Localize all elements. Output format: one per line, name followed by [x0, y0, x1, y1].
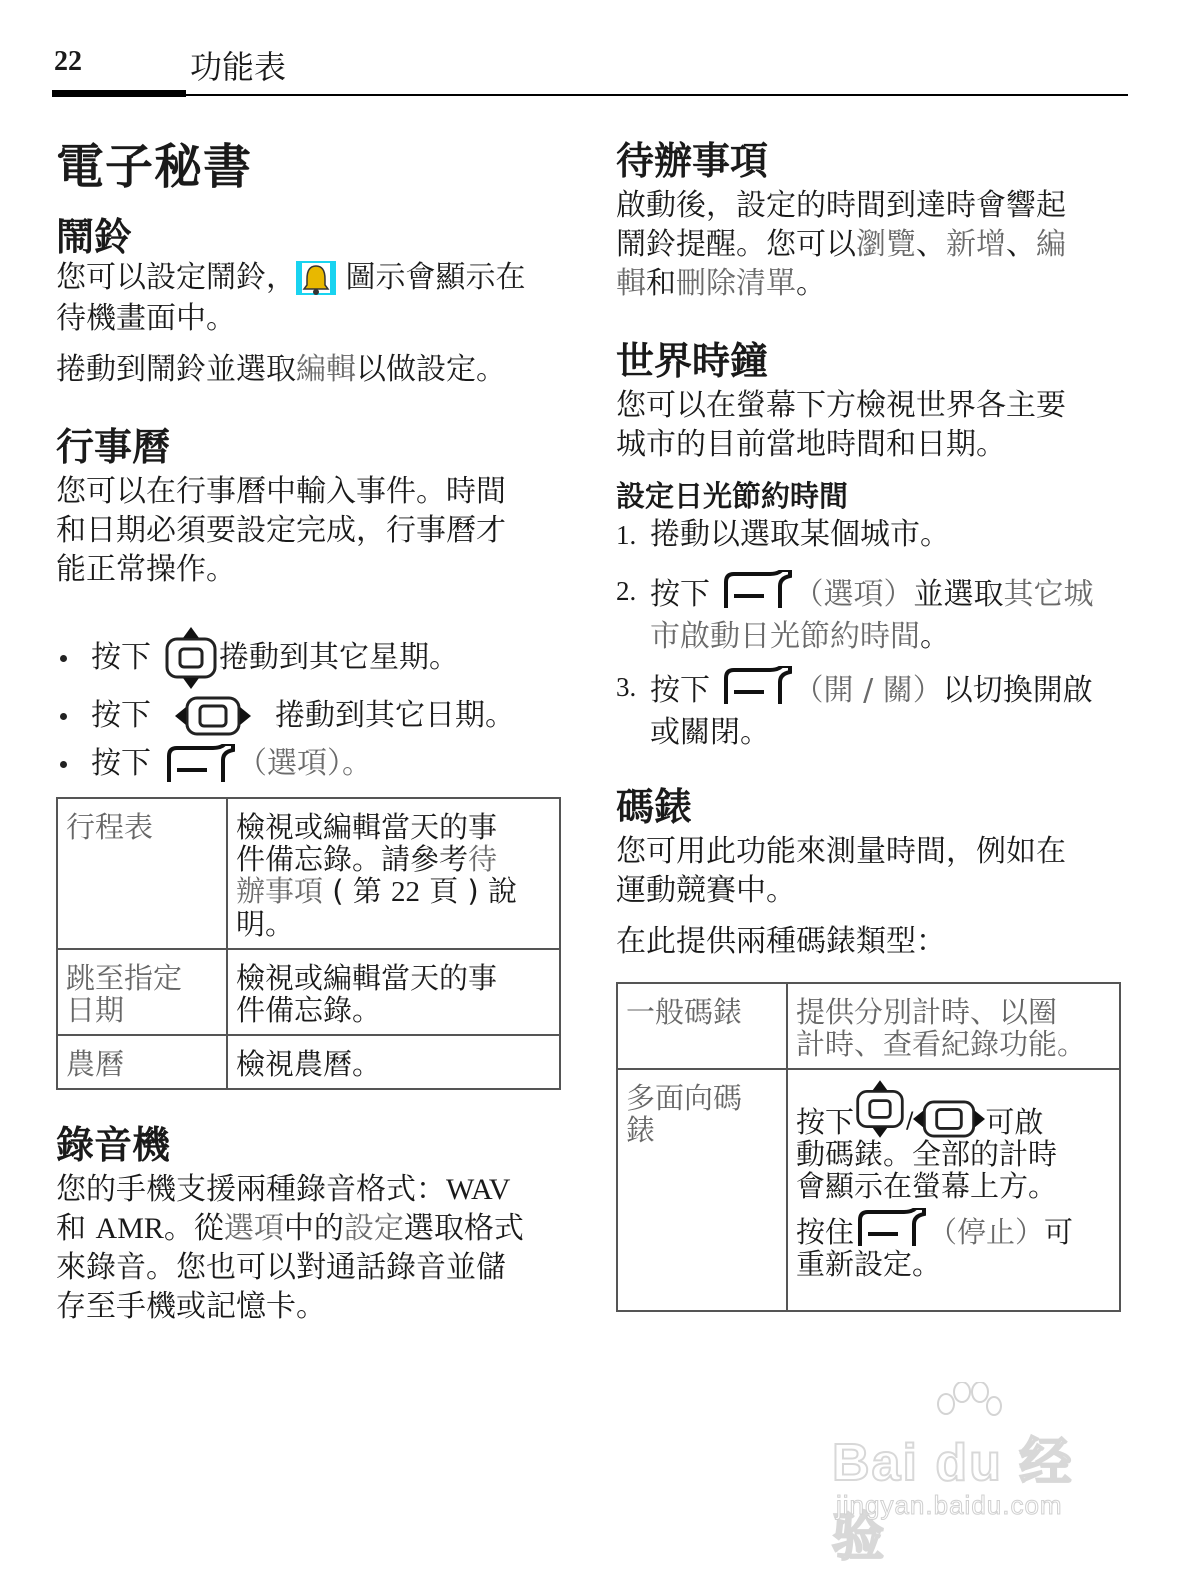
- todo-sep: 、: [1006, 227, 1036, 262]
- type-normal: [617, 983, 787, 1069]
- stop-link-text: （停止）: [928, 1215, 1045, 1249]
- table-row: [617, 1069, 1120, 1311]
- options-link-text: （選項）: [793, 577, 914, 612]
- alarm-text-b: 圖示會顯示在: [336, 260, 526, 295]
- add-link-text: 新增: [946, 227, 1006, 262]
- bullet-3-post: （選項）。: [237, 746, 372, 781]
- todo-l3a: 和: [646, 266, 676, 301]
- dst-subheading: 設定日光節約時間: [616, 479, 849, 513]
- stopwatch-types-table: [616, 982, 1121, 1312]
- edit-link-text-a: 編: [1036, 227, 1066, 262]
- edit-link-text: 編輯: [296, 352, 356, 387]
- alarm-text-a: 您可以設定鬧鈴，: [56, 260, 296, 295]
- nav-key-left-right-icon: [913, 1100, 985, 1138]
- calendar-intro-l1: 您可以在行事曆中輸入事件。時間: [56, 474, 506, 509]
- options-link-text: 選項: [223, 1211, 284, 1246]
- option-schedule: [57, 798, 227, 949]
- stopwatch-l2: 運動競賽中。: [616, 873, 796, 908]
- edit-link-text-b: 輯: [616, 266, 646, 301]
- type-multi: [617, 1069, 787, 1311]
- other-city-link-a: 其它城: [1003, 577, 1094, 612]
- page-ref-number: 22: [391, 876, 420, 908]
- on-off-link-text: （開 / 關）: [793, 673, 943, 708]
- recorder-l1: 您的手機支援兩種錄音格式：: [56, 1172, 446, 1207]
- watermark-brand: Bai du 经验: [832, 1434, 1074, 1567]
- desc-text: 按下: [796, 1105, 855, 1139]
- stopwatch-paragraph: [616, 832, 1126, 910]
- dst-link-text: 啟動日光節約時間: [680, 619, 920, 654]
- step-text: 。: [920, 619, 950, 654]
- alarm-heading: 鬧鈴: [56, 215, 133, 259]
- recorder-heading: 錄音機: [56, 1123, 171, 1167]
- header-rule: [52, 94, 1128, 96]
- alarm-p2-a: 捲動到鬧鈴並選取: [56, 352, 296, 387]
- step-text: 按下: [650, 673, 720, 708]
- option-schedule-label: 行程表: [66, 810, 154, 844]
- stopwatch-l1: 您可用此功能來測量時間，例如在: [616, 834, 1066, 869]
- table-row: [57, 949, 560, 1035]
- softkey-left-icon: [854, 1208, 928, 1248]
- format-wav: WAV: [446, 1173, 511, 1206]
- desc-line: 檢視或編輯當天的事: [236, 961, 498, 995]
- option-goto-date-l2: 日期: [66, 993, 125, 1027]
- desc-line: 計時、查看紀錄功能。: [796, 1027, 1087, 1061]
- step-text: 以切換開啟: [942, 673, 1093, 708]
- desc-line: 明。: [236, 907, 295, 941]
- softkey-left-icon: [720, 570, 794, 610]
- step-text: 或關閉。: [650, 715, 770, 750]
- calendar-heading: 行事曆: [56, 425, 171, 469]
- watermark-url: jingyan.baidu.com: [836, 1490, 1063, 1520]
- alarm-p2-b: 以做設定。: [356, 352, 506, 387]
- worldclock-l1: 您可以在螢幕下方檢視世界各主要: [616, 388, 1066, 423]
- todo-paragraph: [616, 186, 1126, 303]
- desc-line: 提供分別計時、以圈: [796, 995, 1058, 1029]
- step-text: 按下: [650, 577, 720, 612]
- alarm-paragraph-2: [56, 350, 556, 389]
- step-text: 捲動以選取某個城市。: [650, 517, 950, 552]
- option-goto-date-desc: [227, 949, 560, 1035]
- alarm-bell-icon: [296, 259, 336, 299]
- softkey-left-icon: [720, 666, 794, 706]
- option-schedule-desc: [227, 798, 560, 949]
- alarm-text-c: 待機畫面中。: [56, 300, 236, 336]
- todo-l2a: 鬧鈴提醒。您可以: [616, 227, 856, 262]
- desc-line: 件備忘錄。請參考: [236, 842, 469, 876]
- step-text: 並選取: [913, 577, 1004, 612]
- recorder-l4: 存至手機或記憶卡。: [56, 1289, 326, 1324]
- worldclock-l2: 城市的目前當地時間和日期。: [616, 427, 1006, 462]
- table-row: [57, 1035, 560, 1089]
- nav-key-up-down-icon: [854, 1080, 906, 1138]
- desc-line-keys: [796, 1078, 1113, 1138]
- desc-line: 檢視農曆。: [236, 1047, 382, 1081]
- desc-line: ( 第: [323, 874, 391, 908]
- todo-l3b: 。: [796, 266, 826, 301]
- delete-list-link-text: 刪除清單: [676, 266, 796, 301]
- desc-line: 動碼錶。全部的計時: [796, 1137, 1058, 1171]
- calendar-intro-l2: 和日期必須要設定完成，行事曆才: [56, 513, 506, 548]
- bullet-1-post: 捲動到其它星期。: [219, 640, 459, 675]
- recorder-l3: 來錄音。您也可以對通話錄音並儲: [56, 1250, 506, 1285]
- baidu-watermark: [832, 1392, 1122, 1567]
- desc-line: 會顯示在螢幕上方。: [796, 1169, 1058, 1203]
- desc-sep: /: [906, 1109, 914, 1134]
- desc-line: 頁 ) 說: [420, 874, 517, 908]
- option-goto-date-l1: 跳至指定: [66, 961, 183, 995]
- option-lunar-label: 農曆: [66, 1047, 125, 1081]
- todo-link-b: 辦事項: [236, 874, 324, 908]
- type-multi-desc: [787, 1069, 1120, 1311]
- dst-step-2: [616, 570, 1116, 658]
- dst-step-3: [616, 666, 1116, 754]
- main-title: 電子秘書: [56, 139, 253, 195]
- table-row: [57, 798, 560, 949]
- recorder-paragraph: [56, 1170, 566, 1326]
- option-lunar-desc: [227, 1035, 560, 1089]
- table-row: [617, 983, 1120, 1069]
- worldclock-paragraph: [616, 386, 1126, 464]
- bullet-dot: [60, 713, 67, 720]
- bullet-3-pre: 按下: [91, 746, 151, 781]
- type-multi-l2: 錶: [626, 1113, 656, 1147]
- calendar-bullet-3: [58, 738, 372, 790]
- todo-heading: 待辦事項: [616, 139, 769, 183]
- format-amr: AMR: [95, 1212, 164, 1245]
- bullet-1-pre: 按下: [91, 640, 151, 675]
- stopwatch-types-line: 在此提供兩種碼錶類型：: [616, 924, 946, 959]
- page-number: 22: [54, 46, 82, 77]
- step-number: 2.: [616, 576, 637, 606]
- bullet-2-post: 捲動到其它日期。: [275, 698, 515, 733]
- softkey-left-icon: [163, 744, 237, 784]
- type-normal-desc: [787, 983, 1120, 1069]
- bullet-2-pre: 按下: [91, 698, 151, 733]
- recorder-l2d: 中的: [283, 1211, 344, 1246]
- calendar-intro-l3: 能正常操作。: [56, 552, 236, 587]
- dst-step-1: [616, 514, 1116, 556]
- desc-text: 按住: [796, 1215, 855, 1249]
- browse-link-text: 瀏覽: [856, 227, 916, 262]
- calendar-options-table: [56, 797, 561, 1090]
- desc-text: 可: [1044, 1215, 1074, 1249]
- step-number: 1.: [616, 520, 637, 550]
- other-city-link-b: 市: [650, 619, 680, 654]
- todo-l1: 啟動後，設定的時間到達時會響起: [616, 188, 1066, 223]
- calendar-bullet-2: [58, 690, 515, 742]
- recorder-l2e: 選取格式: [403, 1211, 524, 1246]
- calendar-intro: [56, 472, 556, 589]
- nav-key-up-down-icon: [163, 627, 219, 689]
- stopwatch-heading: 碼錶: [616, 785, 693, 829]
- type-normal-label: 一般碼錶: [626, 995, 743, 1029]
- option-goto-date: [57, 949, 227, 1035]
- todo-link-a: 待: [468, 842, 498, 876]
- todo-sep: 、: [916, 227, 946, 262]
- worldclock-heading: 世界時鐘: [616, 339, 769, 383]
- desc-line: 重新設定。: [796, 1247, 942, 1281]
- bullet-dot: [60, 761, 67, 768]
- recorder-l2c: 。從: [163, 1211, 224, 1246]
- nav-key-left-right-icon: [175, 696, 251, 736]
- alarm-paragraph-1: [56, 258, 556, 338]
- settings-link-text: 設定: [343, 1211, 404, 1246]
- step-number: 3.: [616, 672, 637, 702]
- recorder-l2a: 和: [56, 1211, 96, 1246]
- desc-text: 可啟: [985, 1105, 1044, 1139]
- section-title: 功能表: [190, 48, 287, 86]
- calendar-bullet-1: [58, 632, 459, 684]
- desc-line-hold: [796, 1202, 1113, 1248]
- option-lunar: [57, 1035, 227, 1089]
- desc-line: 件備忘錄。: [236, 993, 382, 1027]
- desc-line: 檢視或編輯當天的事: [236, 810, 498, 844]
- bullet-dot: [60, 655, 67, 662]
- type-multi-l1: 多面向碼: [626, 1081, 743, 1115]
